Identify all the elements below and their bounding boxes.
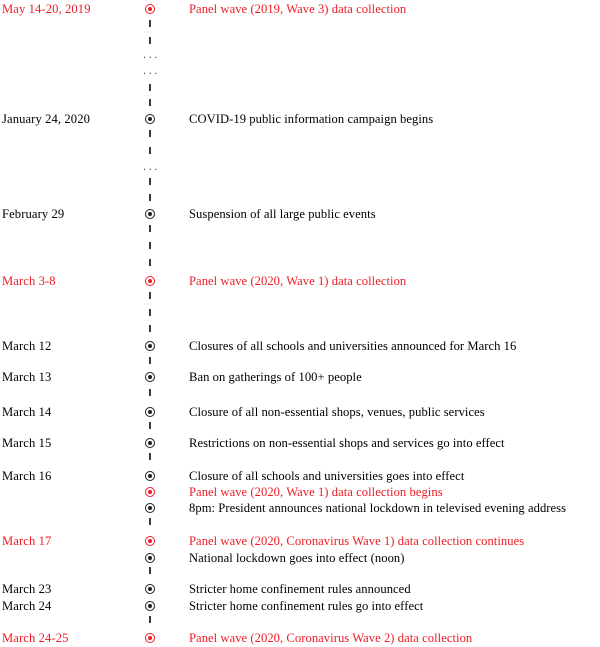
timeline-marker-cell (141, 580, 159, 598)
dash-icon (149, 225, 150, 232)
timeline-event-label: COVID-19 public information campaign begins (189, 112, 434, 126)
timeline-date-label: March 3-8 (2, 274, 56, 288)
timeline-node-icon (145, 341, 155, 351)
timeline-node-icon (145, 438, 155, 448)
timeline-node-icon (145, 553, 155, 563)
timeline-date-label: March 23 (2, 582, 52, 596)
timeline-event-label: 8pm: President announces national lockdown in televised evening address (189, 501, 567, 515)
timeline-connector-dash (141, 97, 159, 109)
timeline-row (0, 629, 600, 647)
dash-icon (149, 259, 150, 266)
dash-icon (149, 130, 150, 137)
timeline-marker-cell (141, 403, 159, 421)
dash-icon (149, 616, 150, 623)
timeline-marker-cell (141, 597, 159, 615)
dash-icon (149, 422, 150, 429)
timeline-connector-dash (141, 176, 159, 188)
timeline-connector-ellipsis (141, 164, 159, 176)
timeline-node-icon (145, 584, 155, 594)
timeline-event-label: Panel wave (2019, Wave 3) data collection (189, 2, 407, 16)
timeline-node-icon (145, 276, 155, 286)
timeline-row (0, 337, 600, 355)
timeline-date-label: January 24, 2020 (2, 112, 90, 126)
dash-icon (149, 518, 150, 525)
timeline-marker-cell (141, 368, 159, 386)
timeline-node-icon (145, 407, 155, 417)
timeline-date-label: March 13 (2, 370, 52, 384)
timeline-connector-dash (141, 290, 159, 302)
timeline-row (0, 110, 600, 128)
timeline-row (0, 549, 600, 567)
ellipsis-icon: ··· (142, 66, 160, 80)
timeline-connector-dash (141, 355, 159, 367)
timeline-connector-dash (141, 323, 159, 335)
timeline-row (0, 532, 600, 550)
timeline-node-icon (145, 4, 155, 14)
timeline-marker-cell (141, 205, 159, 223)
ellipsis-icon: ··· (142, 50, 160, 64)
timeline-connector-dash (141, 128, 159, 140)
dash-icon (149, 309, 150, 316)
timeline-event-label: Stricter home confinement rules go into effect (189, 599, 424, 613)
timeline-row (0, 580, 600, 598)
timeline-node-icon (145, 471, 155, 481)
timeline-event-label: Panel wave (2020, Coronavirus Wave 2) data collection (189, 631, 473, 645)
dash-icon (149, 37, 150, 44)
timeline-marker-cell (141, 499, 159, 517)
timeline-node-icon (145, 114, 155, 124)
timeline-row (0, 368, 600, 386)
timeline-event-label: Panel wave (2020, Coronavirus Wave 1) data collection continues (189, 534, 525, 548)
timeline-row (0, 205, 600, 223)
dash-icon (149, 325, 150, 332)
timeline-date-label: March 16 (2, 469, 52, 483)
dash-icon (149, 242, 150, 249)
timeline-marker-cell (141, 272, 159, 290)
timeline-event-label: Suspension of all large public events (189, 207, 376, 221)
dash-icon (149, 453, 150, 460)
timeline-connector-dash (141, 307, 159, 319)
timeline-date-label: May 14-20, 2019 (2, 2, 91, 16)
timeline-connector-dash (141, 35, 159, 47)
timeline-event-label: Closures of all schools and universities announced for March 16 (189, 339, 517, 353)
timeline-row (0, 403, 600, 421)
timeline-connector-dash (141, 145, 159, 157)
timeline-node-icon (145, 372, 155, 382)
dash-icon (149, 147, 150, 154)
timeline-date-label: March 14 (2, 405, 52, 419)
timeline-date-label: February 29 (2, 207, 65, 221)
timeline-connector-dash (141, 451, 159, 463)
dash-icon (149, 292, 150, 299)
timeline-connector-ellipsis (141, 52, 159, 64)
timeline-marker-cell (141, 337, 159, 355)
dash-icon (149, 357, 150, 364)
timeline-date-label: March 24-25 (2, 631, 69, 645)
timeline-connector-ellipsis (141, 68, 159, 80)
timeline-event-label: Restrictions on non-essential shops and services go into effect (189, 436, 505, 450)
timeline-node-icon (145, 209, 155, 219)
timeline-connector-dash (141, 516, 159, 528)
timeline-event-label: Stricter home confinement rules announced (189, 582, 411, 596)
timeline-connector-dash (141, 420, 159, 432)
dash-icon (149, 20, 150, 27)
ellipsis-icon: ··· (142, 162, 160, 176)
dash-icon (149, 84, 150, 91)
timeline-marker-cell (141, 0, 159, 18)
timeline-event-label: Closure of all schools and universities goes into effect (189, 469, 465, 483)
timeline-connector-dash (141, 223, 159, 235)
timeline-connector-dash (141, 82, 159, 94)
timeline-node-icon (145, 536, 155, 546)
timeline-connector-dash (141, 240, 159, 252)
timeline-marker-cell (141, 434, 159, 452)
timeline-row (0, 0, 600, 18)
timeline-connector-dash (141, 614, 159, 626)
timeline-event-label: Panel wave (2020, Wave 1) data collection (189, 274, 407, 288)
timeline-marker-cell (141, 532, 159, 550)
timeline-event-label: Ban on gatherings of 100+ people (189, 370, 362, 384)
timeline-marker-cell (141, 549, 159, 567)
timeline-date-label: March 24 (2, 599, 52, 613)
timeline-event-label: National lockdown goes into effect (noon) (189, 551, 405, 565)
timeline-row (0, 499, 600, 517)
dash-icon (149, 99, 150, 106)
dash-icon (149, 178, 150, 185)
dash-icon (149, 194, 150, 201)
timeline-date-label: March 17 (2, 534, 52, 548)
timeline-event-label: Closure of all non-essential shops, venues, public services (189, 405, 485, 419)
timeline-connector-dash (141, 18, 159, 30)
timeline-date-label: March 15 (2, 436, 52, 450)
timeline-row (0, 434, 600, 452)
timeline-event-label: Panel wave (2020, Wave 1) data collection begins (189, 485, 443, 499)
timeline-row (0, 272, 600, 290)
timeline-marker-cell (141, 629, 159, 647)
dash-icon (149, 567, 150, 574)
timeline-date-label: March 12 (2, 339, 52, 353)
timeline-connector-dash (141, 387, 159, 399)
timeline-node-icon (145, 601, 155, 611)
timeline-node-icon (145, 633, 155, 643)
timeline-node-icon (145, 487, 155, 497)
timeline-row (0, 597, 600, 615)
timeline-connector-dash (141, 257, 159, 269)
dash-icon (149, 389, 150, 396)
timeline-connector-dash (141, 192, 159, 204)
timeline-node-icon (145, 503, 155, 513)
timeline-marker-cell (141, 110, 159, 128)
